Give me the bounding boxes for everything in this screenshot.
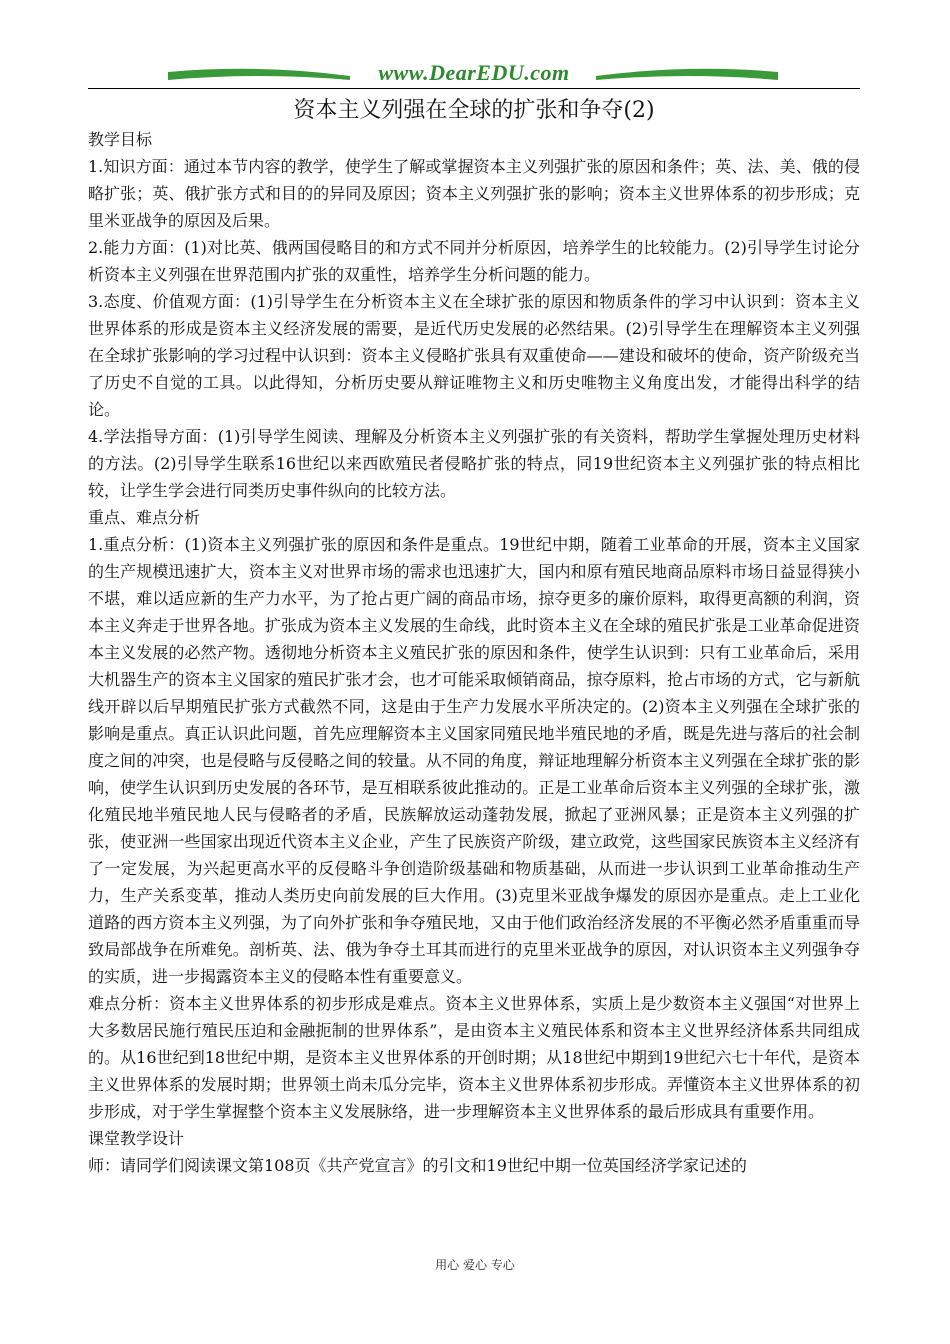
design-paragraph: 师：请同学们阅读课文第108页《共产党宣言》的引文和19世纪中期一位英国经济学家记述的	[88, 1156, 747, 1175]
design-heading: 课堂教学设计	[88, 1129, 185, 1148]
site-logo-text[interactable]: www.DearEDU.com	[378, 60, 570, 85]
goal-method: 4.学法指导方面：(1)引导学生阅读、理解及分析资本主义列强扩张的有关资料，帮助学生掌握处理历史材料的方法。(2)引导学生联系16世纪以来西欧殖民者侵略扩张的特点，同19世纪资本主义列强扩张的特点相比较，让学生学会进行同类历史事件纵向的比较方法。	[88, 427, 860, 500]
key-points-heading: 重点、难点分析	[88, 508, 201, 527]
page-footer: 用心 爱心 专心	[435, 1258, 515, 1272]
difficult-point-analysis: 难点分析：资本主义世界体系的初步形成是难点。资本主义世界体系，实质上是少数资本主义强国“对世界上大多数居民施行殖民压迫和金融扼制的世界体系”，是由资本主义殖民体系和资本主义世界经济体系共同组成的。从16世纪到18世纪中期，是资本主义世界体系的开创时期；从18世纪中期到19世纪六七十年代，是资本主义世界体系的发展时期；世界领土尚未瓜分完毕，资本主义世界体系初步形成。弄懂资本主义世界体系的初步形成，对于学生掌握整个资本主义发展脉络，进一步理解资本主义世界体系的最后形成具有重要作用。	[88, 994, 860, 1121]
page-title: 资本主义列强在全球的扩张和争夺(2)	[293, 98, 655, 123]
goal-knowledge: 1.知识方面：通过本节内容的教学，使学生了解或掌握资本主义列强扩张的原因和条件；英、法、美、俄的侵略扩张；英、俄扩张方式和目的的异同及原因；资本主义列强扩张的影响；资本主义世界体系的初步形成；克里米亚战争的原因及后果。	[88, 157, 860, 230]
site-banner	[88, 56, 860, 96]
goal-attitude: 3.态度、价值观方面：(1)引导学生在分析资本主义在全球扩张的原因和物质条件的学习中认识到：资本主义世界体系的形成是资本主义经济发展的需要，是近代历史发展的必然结果。(2)引导学生在理解资本主义列强在全球扩张影响的学习过程中认识到：资本主义侵略扩张具有双重使命——建设和破坏的使命，资产阶级充当了历史不自觉的工具。以此得知，分析历史要从辩证唯物主义和历史唯物主义角度出发，才能得出科学的结论。	[88, 292, 860, 419]
goal-ability: 2.能力方面：(1)对比英、俄两国侵略目的和方式不同并分析原因，培养学生的比较能力。(2)引导学生讨论分析资本主义列强在世界范围内扩张的双重性，培养学生分析问题的能力。	[88, 238, 860, 284]
key-point-analysis: 1.重点分析：(1)资本主义列强扩张的原因和条件是重点。19世纪中期，随着工业革命的开展，资本主义国家的生产规模迅速扩大，资本主义对世界市场的需求也迅速扩大，国内和原有殖民地商品原料市场日益显得狭小不堪，难以适应新的生产力水平，为了抢占更广阔的商品市场，掠夺更多的廉价原料，取得更高额的利润，资本主义奔走于世界各地。扩张成为资本主义发展的生命线，此时资本主义在全球的殖民扩张是工业革命促进资本主义发展的必然产物。透彻地分析资本主义殖民扩张的原因和条件，使学生认识到：只有工业革命后，采用大机器生产的资本主义国家的殖民扩张才会，也才可能采取倾销商品，掠夺原料，抢占市场的方式，它与新航线开辟以后早期殖民扩张方式截然不同，这是由于生产力发展水平所决定的。(2)资本主义列强在全球扩张的影响是重点。真正认识此问题，首先应理解资本主义国家同殖民地半殖民地的矛盾，既是先进与落后的社会制度之间的冲突，也是侵略与反侵略之间的较量。从不同的角度，辩证地理解分析资本主义列强在全球扩张的影响，使学生认识到历史发展的各环节，是互相联系彼此推动的。正是工业革命后资本主义列强的全球扩张，激化殖民地半殖民地人民与侵略者的矛盾，民族解放运动蓬勃发展，掀起了亚洲风暴；正是资本主义列强的扩张，使亚洲一些国家出现近代资本主义企业，产生了民族资产阶级，建立政党，这些国家民族资本主义经济有了一定发展，为兴起更高水平的反侵略斗争创造阶级基础和物质基础，从而进一步认识到工业革命推动生产力，生产关系变革，推动人类历史向前发展的巨大作用。(3)克里米亚战争爆发的原因亦是重点。走上工业化道路的西方资本主义列强，为了向外扩张和争夺殖民地，又由于他们政治经济发展的不平衡必然矛盾重重而导致局部战争在所难免。剖析英、法、俄为争夺土耳其而进行的克里米亚战争的原因，对认识资本主义列强争夺的实质，进一步揭露资本主义的侵略本性有重要意义。	[88, 535, 860, 986]
header-rule	[88, 88, 860, 89]
document-body	[88, 126, 860, 1179]
goals-heading: 教学目标	[88, 130, 153, 149]
